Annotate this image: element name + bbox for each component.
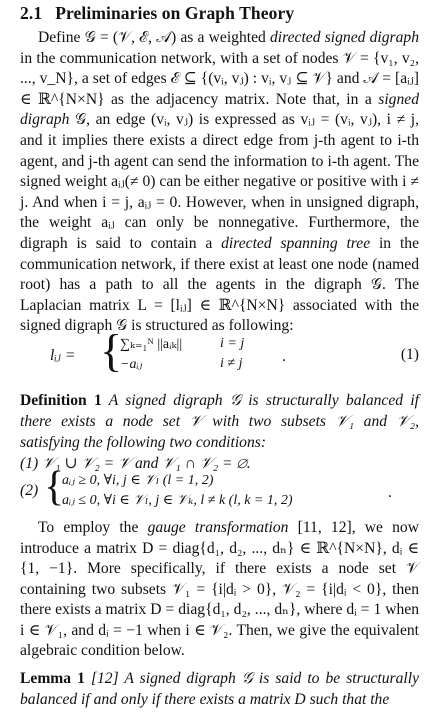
condition-2-line-1: aᵢⱼ ≥ 0, ∀i, j ∈ 𝒱ₗ (l = 1, 2) xyxy=(62,473,214,488)
section-number: 2.1 xyxy=(20,3,43,23)
condition-2-period: . xyxy=(388,484,392,501)
definition-condition-2 xyxy=(20,464,419,514)
equation-period: . xyxy=(282,348,286,365)
lemma-body: A signed digraph 𝒢 is said to be structurally balanced if and only if there exists a matrix D such that the xyxy=(20,670,419,708)
definition-label: Definition 1 xyxy=(20,392,102,409)
text-run: 𝒢, an edge (vᵢ, vⱼ) is expressed as vᵢⱼ = (vᵢ, vⱼ), i ≠ j, and it implies there exists a direct edge from j-th agent to i-th agent, and j-th agent can send the information to i-th agent. The signed weight aᵢⱼ(≠ 0) can be either negative or positive with i ≠ j. And when i = j, aᵢⱼ = 0. However, when in unsigned digraph, the weight aᵢⱼ can only be nonnegative. Furthermore, the digraph is said to contain a xyxy=(20,111,419,252)
equation-laplacian xyxy=(20,325,419,378)
left-brace: { xyxy=(100,325,123,376)
equation-case-1-condition: i = j xyxy=(220,336,245,351)
definition-condition-1: (1) 𝒱₁ ∪ 𝒱₂ = 𝒱 and 𝒱₁ ∩ 𝒱₂ = ∅. xyxy=(20,455,251,472)
equation-case-1-expression: ∑ₖ₌₁ᴺ ||aᵢₖ|| xyxy=(120,337,183,352)
section-title: Preliminaries on Graph Theory xyxy=(55,3,295,23)
text-run: [11, 12], we now introduce a matrix D = diag{d₁, d₂, ..., dₙ} ∈ ℝ^{N×N}, dᵢ ∈ {1, −1}. More specifically, if there exists a node set 𝒱 containing two subsets 𝒱₁ = {i|dᵢ > 0}, 𝒱₂ = {i|dᵢ < 0}, then there exists a matrix D = diag{d₁, d₂, ..., dₙ}, where dᵢ = 1 when i ∈ 𝒱₁, and dᵢ = −1 when i ∈ 𝒱₂. Then, we give the equivalent algebraic condition below. xyxy=(20,519,419,659)
left-brace: { xyxy=(44,464,65,510)
emphasis-signed-digraph: signed digraph xyxy=(20,90,419,129)
definition-1 xyxy=(20,390,419,474)
text-run: in the communication network, with a set of nodes 𝒱 = {v₁, v₂, ..., v_N}, a set of edges ℰ ⊆ {(vᵢ, vⱼ) : vᵢ, vⱼ ⊆ 𝒱} and 𝒜 = [aᵢⱼ] ∈ ℝ^{N×N} as the adjacency matrix. Note that, in a xyxy=(20,49,419,108)
paragraph-gauge-transformation xyxy=(20,518,419,662)
emphasis-directed-signed-digraph: directed signed digraph xyxy=(270,29,419,46)
text-run: Define 𝒢 = (𝒱, ℰ, 𝒜) as a weighted xyxy=(38,29,270,46)
definition-body: A signed digraph 𝒢 is structurally balanced if there exists a node set 𝒱 with two subsets 𝒱₁ and 𝒱₂, satisfying the following two conditions: xyxy=(20,392,419,451)
equation-lhs: lᵢⱼ = xyxy=(50,347,76,364)
section-heading xyxy=(20,3,294,24)
equation-number: (1) xyxy=(400,346,419,363)
equation-case-2-condition: i ≠ j xyxy=(220,356,243,371)
paragraph-graph-definition xyxy=(20,28,419,337)
emphasis-gauge-transformation: gauge transformation xyxy=(147,519,289,536)
lemma-citation: [12] xyxy=(84,670,119,687)
text-run: in the communication network, if there exist at least one node (named root) has a path to all the agents in the digraph 𝒢. The Laplacian matrix L = [lᵢⱼ] ∈ ℝ^{N×N} associated with the signed digraph 𝒢 is structured as following: xyxy=(20,234,419,335)
condition-2-label: (2) xyxy=(20,482,39,499)
emphasis-directed-spanning-tree: directed spanning tree xyxy=(221,234,371,252)
equation-case-2-expression: −aᵢⱼ xyxy=(120,357,143,372)
lemma-label: Lemma 1 xyxy=(20,670,85,687)
text-run: To employ the xyxy=(38,519,148,536)
lemma-1 xyxy=(20,668,419,710)
condition-2-line-2: aᵢⱼ ≤ 0, ∀i ∈ 𝒱ₗ, j ∈ 𝒱ₖ, l ≠ k (l, k = 1, 2) xyxy=(62,493,293,508)
